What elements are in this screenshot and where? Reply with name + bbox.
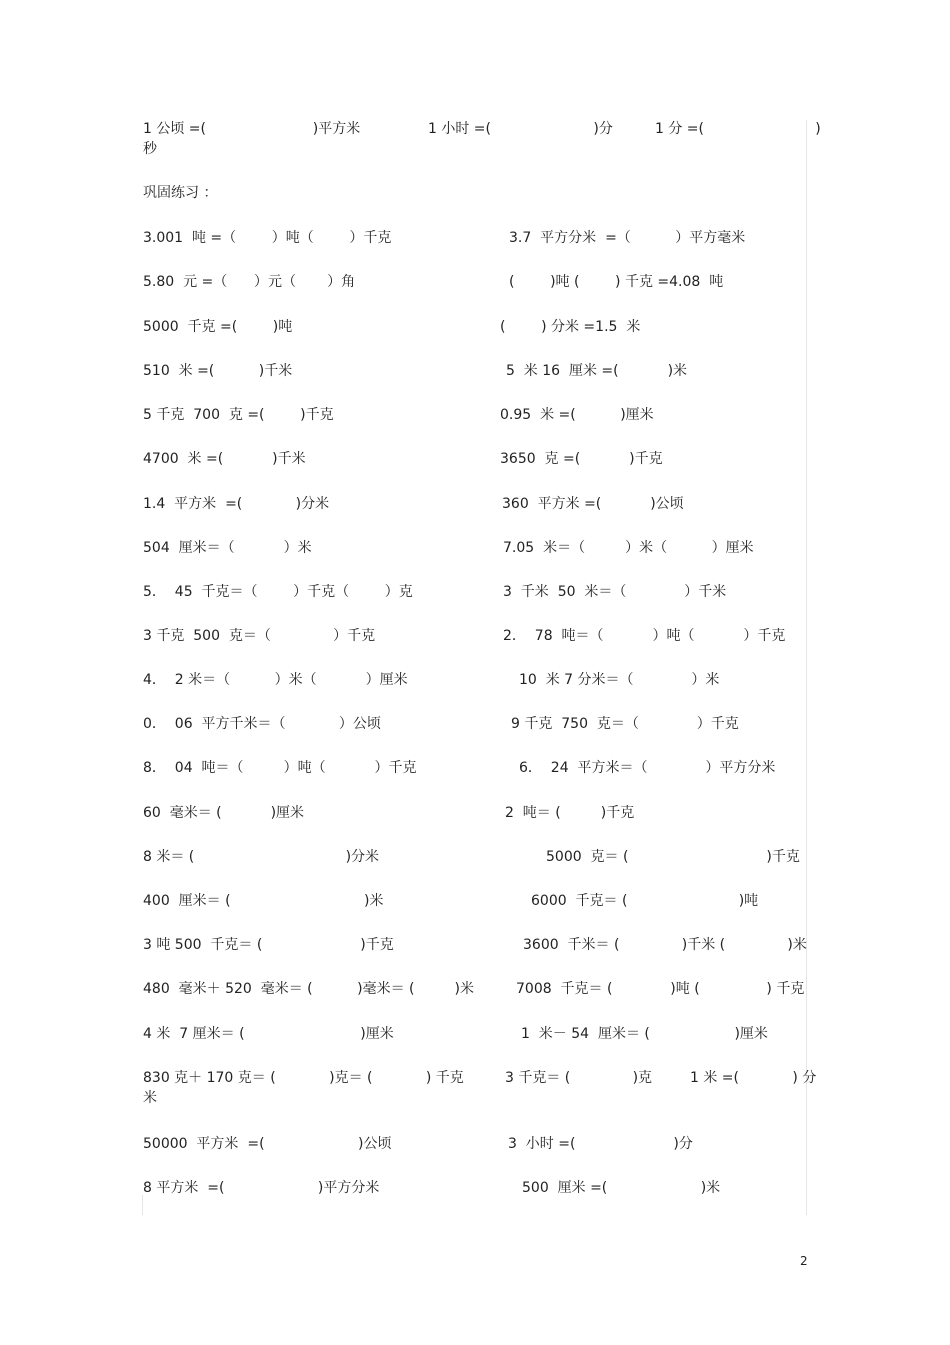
exercise-left: 3 千克 500 克＝（ ）千克 bbox=[143, 628, 376, 644]
exercise-left: 504 厘米＝（ ）米 bbox=[143, 540, 312, 556]
exercise-left: 8 米＝ ( )分米 bbox=[143, 849, 380, 865]
exercise-right: 0.95 米 =( )厘米 bbox=[500, 407, 654, 423]
page-number: 2 bbox=[800, 1254, 808, 1268]
exercise-right: 10 米 7 分米＝（ ）米 bbox=[519, 672, 720, 688]
exercise-left: 5 千克 700 克 =( )千克 bbox=[143, 407, 334, 423]
exercise-right: 3.7 平方分米 =（ ）平方毫米 bbox=[509, 230, 746, 246]
exercise-left: 0． 06 平方千米＝（ ）公顷 bbox=[143, 716, 381, 732]
exercise-left: 50000 平方米 =( )公顷 bbox=[143, 1136, 392, 1152]
exercise-right: 7008 千克＝ ( )吨 ( ) 千克 bbox=[516, 981, 805, 997]
right-margin-line bbox=[806, 120, 807, 1215]
exercise-right: 5000 克＝ ( )千克 bbox=[546, 849, 800, 865]
exercise-right: 3 小时 =( )分 bbox=[508, 1136, 693, 1152]
intro-hour: 1 小时 =( )分 bbox=[428, 121, 613, 137]
exercise-right: 6000 千克＝ ( )吨 bbox=[531, 893, 759, 909]
exercise-wrap: 米 bbox=[143, 1090, 157, 1106]
intro-minute-wrap: 秒 bbox=[143, 141, 157, 157]
exercise-left: 400 厘米＝ ( )米 bbox=[143, 893, 384, 909]
intro-minute: 1 分 =( ) bbox=[655, 121, 821, 137]
exercise-right: 360 平方米 =( )公顷 bbox=[502, 496, 684, 512]
exercise-left: 60 毫米＝ ( )厘米 bbox=[143, 805, 305, 821]
exercise-right: 2． 78 吨＝（ ）吨（ ）千克 bbox=[503, 628, 786, 644]
exercise-right: 3 千米 50 米＝（ ）千米 bbox=[503, 584, 727, 600]
exercise-right: 3650 克 =( )千克 bbox=[500, 451, 663, 467]
exercise-right: 1 米－ 54 厘米＝ ( )厘米 bbox=[521, 1026, 768, 1042]
exercise-left: 1.4 平方米 =( )分米 bbox=[143, 496, 330, 512]
exercise-left: 5． 45 千克＝（ ）千克（ ）克 bbox=[143, 584, 413, 600]
exercise-right: 500 厘米 =( )米 bbox=[522, 1180, 721, 1196]
exercise-left: 4 米 7 厘米＝ ( )厘米 bbox=[143, 1026, 394, 1042]
exercise-middle: 3 千克＝ ( )克 bbox=[505, 1070, 653, 1086]
exercise-right: 9 千克 750 克＝（ ）千克 bbox=[511, 716, 739, 732]
exercise-left: 5.80 元 =（ ）元（ ）角 bbox=[143, 274, 356, 290]
exercise-left: 480 毫米＋ 520 毫米＝ ( )毫米＝ ( )米 bbox=[143, 981, 474, 997]
exercise-right: 3600 千米＝ ( )千米 ( )米 bbox=[523, 937, 807, 953]
left-margin-line bbox=[142, 1195, 143, 1215]
exercise-left: 510 米 =( )千米 bbox=[143, 363, 293, 379]
exercise-left: 8 平方米 =( )平方分米 bbox=[143, 1180, 380, 1196]
exercise-left: 4700 米 =( )千米 bbox=[143, 451, 306, 467]
exercise-right: ( ) 分米 =1.5 米 bbox=[500, 319, 641, 335]
exercise-left: 3.001 吨 =（ ）吨（ ）千克 bbox=[143, 230, 392, 246]
exercise-left: 8． 04 吨＝（ ）吨（ ）千克 bbox=[143, 760, 417, 776]
exercise-right: 1 米 =( ) 分 bbox=[690, 1070, 817, 1086]
exercise-left: 830 克＋ 170 克＝ ( )克＝ ( ) 千克 bbox=[143, 1070, 464, 1086]
exercise-right: 7.05 米＝（ ）米（ ）厘米 bbox=[503, 540, 754, 556]
exercise-left: 5000 千克 =( )吨 bbox=[143, 319, 293, 335]
exercise-right: 6． 24 平方米＝（ ）平方分米 bbox=[519, 760, 776, 776]
intro-hectare: 1 公顷 =( )平方米 bbox=[143, 121, 361, 137]
exercise-left: 3 吨 500 千克＝ ( )千克 bbox=[143, 937, 394, 953]
exercise-right: 5 米 16 厘米 =( )米 bbox=[506, 363, 688, 379]
exercise-right: ( )吨 ( ) 千克 =4.08 吨 bbox=[509, 274, 724, 290]
section-heading: 巩固练习 ： bbox=[143, 185, 218, 201]
exercise-left: 4． 2 米＝（ ）米（ ）厘米 bbox=[143, 672, 408, 688]
exercise-right: 2 吨＝ ( )千克 bbox=[505, 805, 635, 821]
